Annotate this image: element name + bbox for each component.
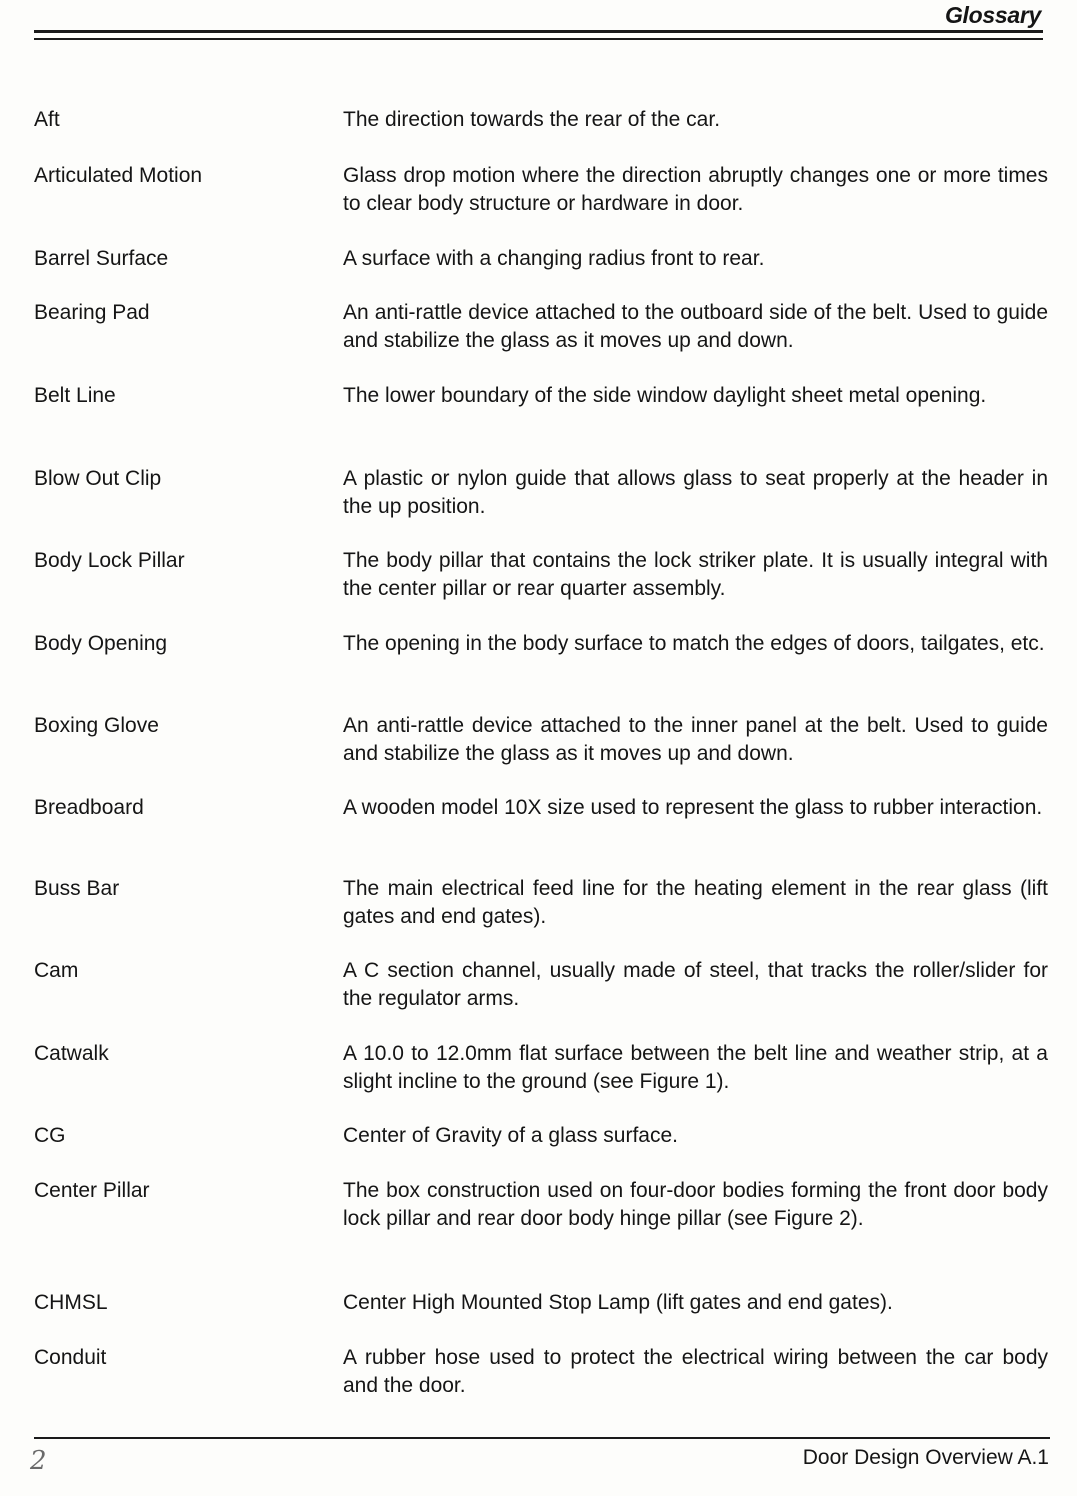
glossary-definition: A surface with a changing radius front to rear. [343, 247, 765, 270]
glossary-term: CHMSL [34, 1291, 108, 1314]
header-rule-thin [34, 38, 1043, 40]
glossary-definition: The body pillar that contains the lock striker plate. It is usually integral with the center pillar or rear quarter assembly. [343, 549, 1048, 600]
glossary-term: Body Lock Pillar [34, 549, 185, 572]
glossary-definition: Center High Mounted Stop Lamp (lift gates and end gates). [343, 1291, 893, 1314]
glossary-definition: A rubber hose used to protect the electrical wiring between the car body and the door. [343, 1346, 1048, 1397]
glossary-definition: An anti-rattle device attached to the inner panel at the belt. Used to guide and stabilize the glass as it moves up and down. [343, 714, 1048, 765]
glossary-definition: An anti-rattle device attached to the outboard side of the belt. Used to guide and stabilize the glass as it moves up and down. [343, 301, 1048, 352]
glossary-term: Catwalk [34, 1042, 109, 1065]
glossary-definition: A 10.0 to 12.0mm flat surface between the belt line and weather strip, at a slight incline to the ground (see Figure 1). [343, 1042, 1048, 1093]
glossary-term: Bearing Pad [34, 301, 150, 324]
glossary-term: Conduit [34, 1346, 107, 1369]
footer-rule [34, 1437, 1050, 1439]
glossary-term: Barrel Surface [34, 247, 169, 270]
glossary-term: Breadboard [34, 796, 144, 819]
glossary-definition: A plastic or nylon guide that allows glass to seat properly at the header in the up position. [343, 467, 1048, 518]
glossary-term: Articulated Motion [34, 164, 203, 187]
glossary-term: Body Opening [34, 632, 168, 655]
glossary-definition: The main electrical feed line for the heating element in the rear glass (lift gates and end gates). [343, 877, 1048, 928]
page-header-title: Glossary [944, 2, 1041, 28]
glossary-definition: A wooden model 10X size used to represent the glass to rubber interaction. [343, 796, 1043, 819]
glossary-term: Center Pillar [34, 1179, 150, 1202]
glossary-definition: The direction towards the rear of the car. [343, 108, 721, 131]
glossary-term: Belt Line [34, 384, 116, 407]
glossary-definition: The opening in the body surface to match the edges of doors, tailgates, etc. [343, 632, 1045, 655]
glossary-definition: The lower boundary of the side window daylight sheet metal opening. [343, 384, 987, 407]
glossary-term: Aft [34, 108, 60, 131]
glossary-definition: The box construction used on four-door bodies forming the front door body lock pillar and rear door body hinge pillar (see Figure 2). [343, 1179, 1048, 1230]
glossary-term: Cam [34, 959, 79, 982]
handwritten-page-number: 2 [30, 1446, 47, 1476]
header-rule-thick [34, 30, 1043, 33]
glossary-definition: Glass drop motion where the direction abruptly changes one or more times to clear body structure or hardware in door. [343, 164, 1048, 215]
glossary-term: Buss Bar [34, 877, 120, 900]
glossary-definition: A C section channel, usually made of steel, that tracks the roller/slider for the regulator arms. [343, 959, 1048, 1010]
glossary-term: Blow Out Clip [34, 467, 162, 490]
glossary-term: Boxing Glove [34, 714, 159, 737]
glossary-term: CG [34, 1124, 66, 1147]
glossary-definition: Center of Gravity of a glass surface. [343, 1124, 678, 1147]
footer-document-title: Door Design Overview A.1 [802, 1446, 1049, 1469]
